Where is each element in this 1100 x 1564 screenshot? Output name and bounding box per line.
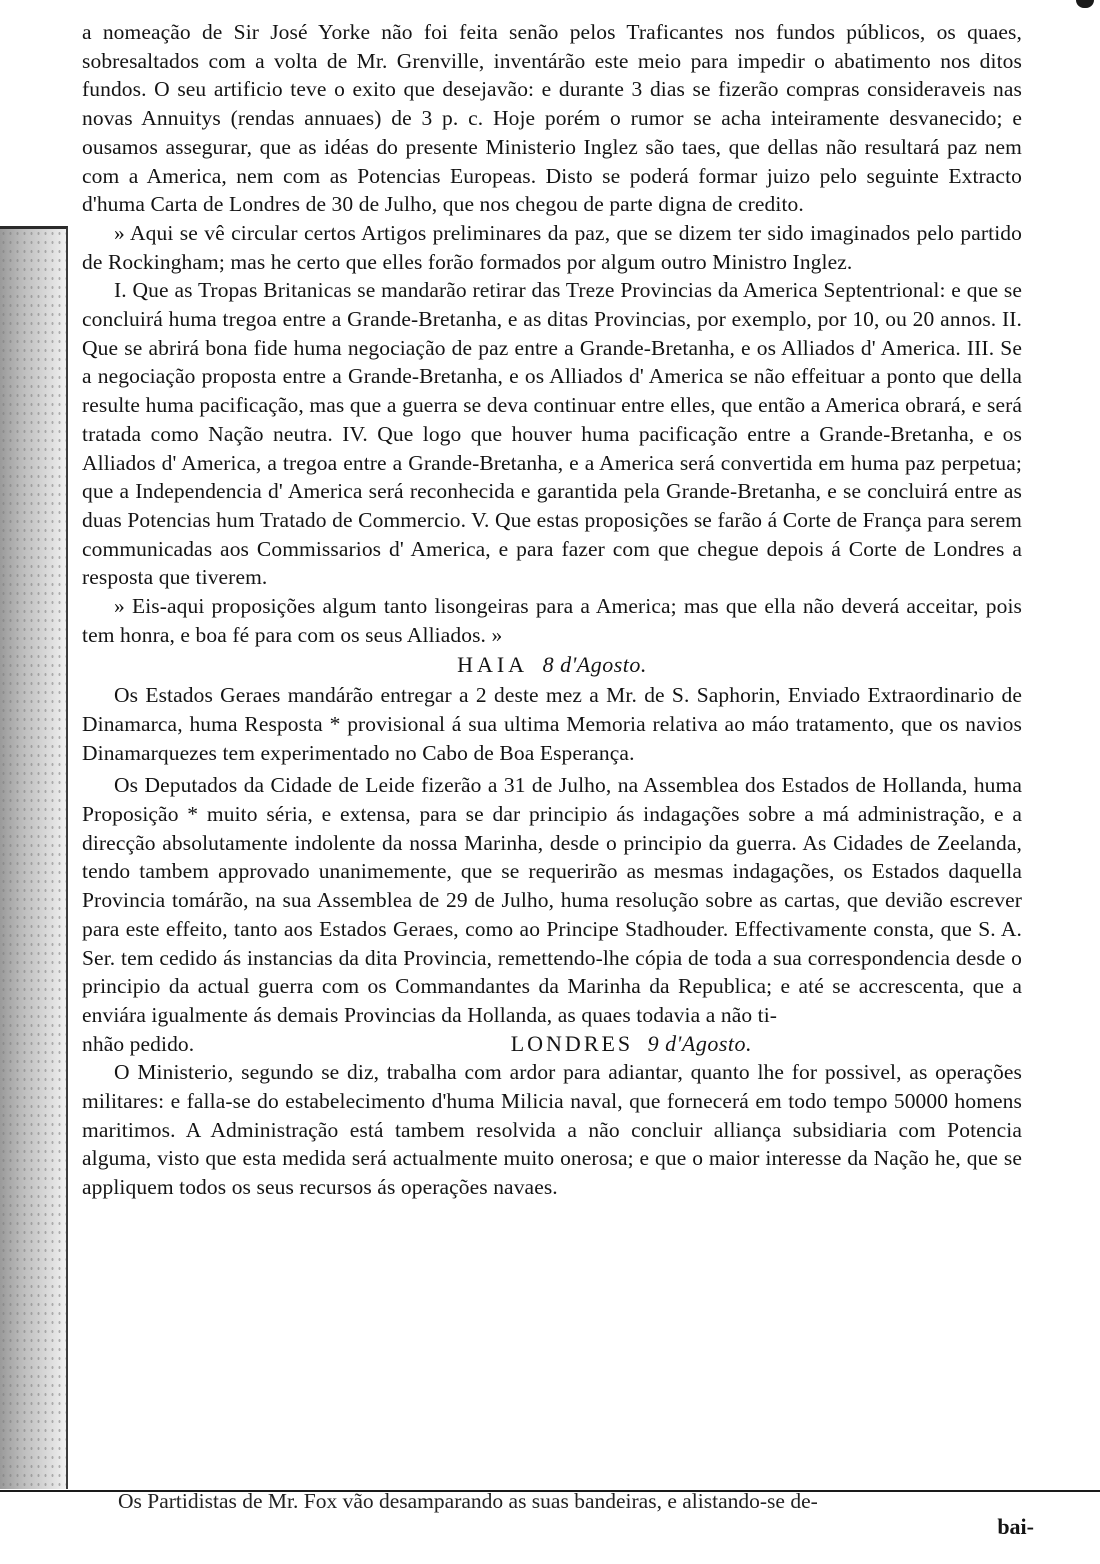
paragraph-deputados-leide: Os Deputados da Cidade de Leide fizerão a 31 de Julho, na Assemblea dos Estados de Hollanda, huma Proposição * muito séria, e extensa, para se dar principio ás indagações sobre a má administração, e a direcção absolutamente indolente da nossa Marinha, desde o principio da guerra. As Cidades de Zeelanda, tendo tambem approvado unanimemente, que se requerirão as mesmas indagações, os Estados daquella Provincia tomárão, na sua Assemblea de 29 de Julho, huma resolução sobre as cartas, que devião escrever para este effeito, tanto aos Estados Geraes, como ao Principe Stadhouder. Effectivamente consta, que S. A. Ser. tem cedido ás instancias da dita Provincia, remettendo-lhe cópia de toda a sua correspondencia desde o principio da actual guerra com os Commandantes da Marinha da Republica; e até se accrescenta, que a enviára igualmente ás demais Provincias da Hollanda, as quaes todavia a não ti-	[82, 773, 1022, 1027]
dateline-haia-date: 8 d'Agosto.	[542, 652, 647, 678]
paragraph-artigos-preliminares: » Aqui se vê circular certos Artigos preliminares da paz, que se dizem ter sido imaginados pelo partido de Rockingham; mas he certo que elles forão formados por algum outro Ministro Inglez.	[82, 220, 1022, 274]
dateline-haia-city: HAIA	[457, 652, 529, 678]
paragraph-articles-list: I. Que as Tropas Britanicas se mandarão retirar das Treze Provincias da America Septentrional: e que se concluirá huma tregoa entre a Grande-Bretanha, e as ditas Provincias, por exemplo, por 10, ou 20 annos. II. Que se abrirá bona fide huma negociação de paz entre a Grande-Bretanha, e os Alliados d' America. III. Se a negociação proposta entre a Grande-Bretanha, e os Alliados d' America se não effeituar a ponto que della resulte huma pacificação, mas que a guerra se deva continuar entre elles, que então a America obrará, e será tratada como Nação neutra. IV. Que logo que houver huma pacificação entre a Grande-Bretanha, e os Alliados d' America, a tregoa entre a Grande-Bretanha, e a America será convertida em huma paz perpetua; que a Independencia d' America será reconhecida e garantida pela Grande-Bretanha, e se concluirá entre as duas Potencias hum Tratado de Commercio. V. Que estas proposições se farão á Corte de França para serem communicadas aos Commissarios d' America, e para fazer com que chegue depois á Corte de Londres a resposta que tiverem.	[82, 278, 1022, 590]
paragraph-estados-geraes: Os Estados Geraes mandárão entregar a 2 deste mez a Mr. de S. Saphorin, Enviado Extraordinario de Dinamarca, huma Resposta * provisional á sua ultima Memoria relativa ao máo tratamento, que os navios Dinamarquezes tem experimentado no Cabo de Boa Esperança.	[82, 683, 1022, 765]
dateline-londres	[511, 1030, 752, 1059]
struck-line: Os Partidistas de Mr. Fox vão desamparando as suas bandeiras, e alistando-se de-	[118, 1489, 818, 1513]
text-column	[82, 18, 1022, 1202]
dateline-londres-city: LONDRES	[510, 1030, 634, 1056]
dateline-haia	[82, 651, 1022, 680]
paragraph-sir-jose-yorke: a nomeação de Sir José Yorke não foi feita senão pelos Traficantes nos fundos públicos, os quaes, sobresaltados com a volta de Mr. Grenville, inventárão este meio para impedir o abatimento nos ditos fundos. O seu artificio teve o exito que desejavão: e durante 3 dias se fizerão compras consideraveis nas novas Annuitys (rendas annuaes) de 3 p. c. Hoje porém o rumor se acha inteiramente desvanecido; e ousamos assegurar, que as idéas do presente Ministerio Inglez são taes, que dellas não resultará paz nem com a America, nem com as Potencias Europeas. Disto se poderá formar juizo pelo seguinte Extracto d'huma Carta de Londres de 30 de Julho, que nos chegou de parte digna de credito.	[82, 20, 1022, 217]
londres-line	[82, 1030, 1022, 1059]
paragraph-deputados-leide-tail: nhão pedido.	[82, 1031, 195, 1056]
catchword: bai-	[997, 1514, 1034, 1539]
left-margin-strip	[0, 226, 68, 1489]
paragraph-eis-aqui: » Eis-aqui proposições algum tanto lisongeiras para a America; mas que ella não deverá acceitar, pois tem honra, e boa fé para com os seus Alliados. »	[82, 594, 1022, 647]
page-edge-mark	[1076, 0, 1094, 8]
paragraph-ministerio: O Ministerio, segundo se diz, trabalha com ardor para adiantar, quanto lhe for possivel, as operações militares: e falla-se do estabelecimento d'huma Milicia naval, que fornecerá em todo tempo 50000 homens maritimos. A Administração está tambem resolvida a não concluir alliança subsidiaria com Potencia alguma, visto que esta medida será actualmente muito onerosa; e que o maior interesse da Nação he, que se appliquem todos os seus recursos ás operações navaes.	[82, 1060, 1022, 1200]
dateline-londres-date: 9 d'Agosto.	[647, 1030, 752, 1056]
